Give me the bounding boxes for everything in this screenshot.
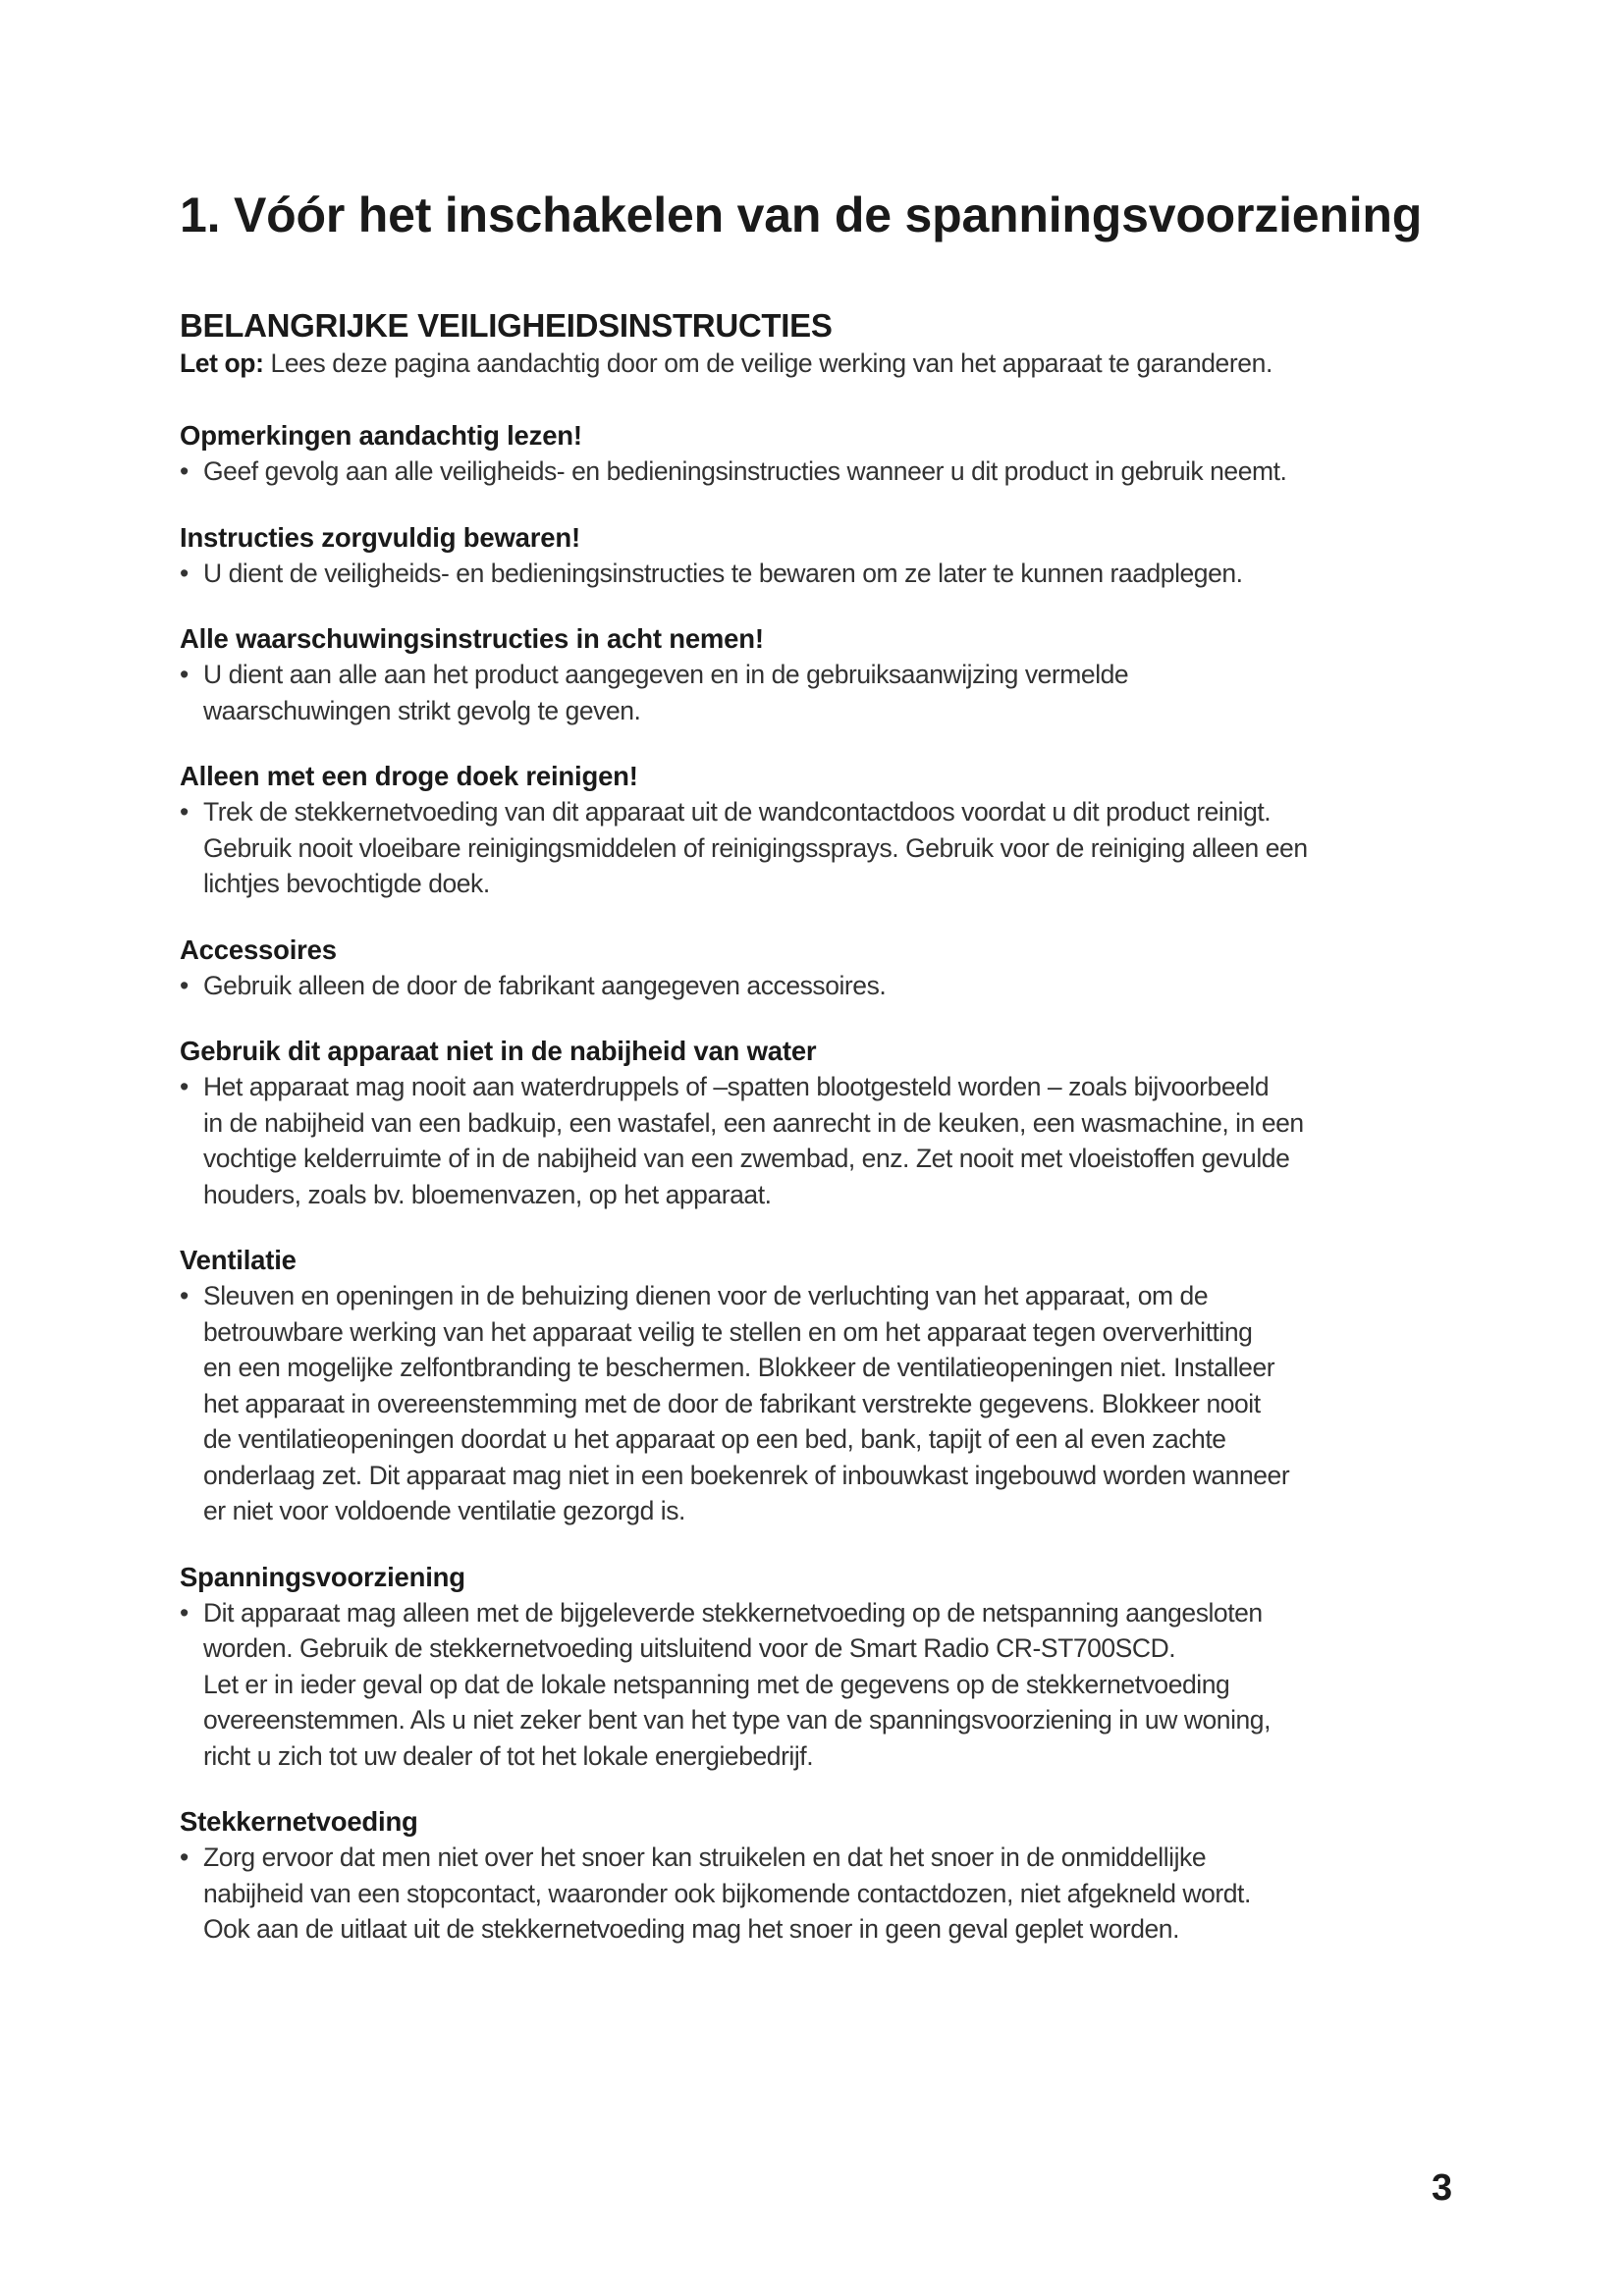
instruction-heading: Alleen met een droge doek reinigen! <box>180 761 638 791</box>
bullet-text-line: U dient de veiligheids- en bedieningsinstructies te bewaren om ze later te kunnen raadplegen. <box>203 558 1243 588</box>
instruction-block <box>180 1560 1456 1775</box>
instruction-list <box>180 418 1456 1948</box>
bullet-item <box>180 1278 1456 1529</box>
bullet-item <box>180 794 1456 902</box>
bullet-text-line: Let er in ieder geval op dat de lokale netspanning met de gegevens op de stekkernetvoeding <box>203 1669 1230 1699</box>
bullet-text-line: nabijheid van een stopcontact, waaronder ook bijkomende contactdozen, niet afgekneld wordt. <box>203 1878 1251 1908</box>
page-number: 3 <box>1432 2167 1453 2209</box>
instruction-heading: Ventilatie <box>180 1245 297 1275</box>
bullet-text-line: Gebruik alleen de door de fabrikant aangegeven accessoires. <box>203 970 887 1000</box>
instruction-heading: Stekkernetvoeding <box>180 1806 418 1837</box>
content <box>180 306 1456 1948</box>
instruction-heading: Opmerkingen aandachtig lezen! <box>180 420 582 451</box>
bullet-text-line: onderlaag zet. Dit apparaat mag niet in een boekenrek of inbouwkast ingebouwd worden wanneer <box>203 1460 1290 1490</box>
notice-text: Lees deze pagina aandachtig door om de veilige werking van het apparaat te garanderen. <box>263 348 1272 378</box>
bullet-text-line: Trek de stekkernetvoeding van dit apparaat uit de wandcontactdoos voordat u dit product reinigt. <box>203 797 1272 827</box>
instruction-block <box>180 1804 1456 1948</box>
bullet-text-line: U dient aan alle aan het product aangegeven en in de gebruiksaanwijzing vermelde <box>203 660 1129 689</box>
bullet-item <box>180 454 1456 490</box>
bullet-text-line: richt u zich tot uw dealer of tot het lokale energiebedrijf. <box>203 1740 814 1771</box>
bullet-text-line: Ook aan de uitlaat uit de stekkernetvoeding mag het snoer in geen geval geplet worden. <box>203 1914 1180 1944</box>
bullet-icon: • <box>180 660 189 689</box>
section-heading: BELANGRIJKE VEILIGHEIDSINSTRUCTIES <box>180 307 833 344</box>
bullet-text-line: overeenstemmen. Als u niet zeker bent van het type van de spanningsvoorziening in uw woning, <box>203 1705 1272 1735</box>
notice <box>180 346 1456 381</box>
bullet-text-line: Zorg ervoor dat men niet over het snoer kan struikelen en dat het snoer in de onmiddellijke <box>203 1842 1207 1872</box>
bullet-icon: • <box>180 1281 189 1310</box>
bullet-icon: • <box>180 1072 189 1101</box>
bullet-icon: • <box>180 797 189 827</box>
bullet-item <box>180 1840 1456 1948</box>
bullet-text-line: vochtige kelderruimte of in de nabijheid van een zwembad, enz. Zet nooit met vloeistoffen gevulde <box>203 1144 1290 1173</box>
instruction-heading: Accessoires <box>180 934 337 965</box>
instruction-heading: Alle waarschuwingsinstructies in acht nemen! <box>180 623 764 654</box>
bullet-text-line: de ventilatieopeningen doordat u het apparaat op een bed, bank, tapijt of een al even zachte <box>203 1424 1226 1454</box>
bullet-text-line: waarschuwingen strikt gevolg te geven. <box>203 695 641 725</box>
bullet-text-line: Sleuven en openingen in de behuizing dienen voor de verluchting van het apparaat, om de <box>203 1281 1209 1310</box>
bullet-text-line: betrouwbare werking van het apparaat veilig te stellen en om het apparaat tegen oververhitting <box>203 1316 1253 1347</box>
page-title: 1. Vóór het inschakelen van de spanningsvoorziening <box>180 187 1423 242</box>
bullet-text-line: lichtjes bevochtigde doek. <box>203 869 490 898</box>
instruction-block <box>180 520 1456 592</box>
bullet-item <box>180 657 1456 728</box>
instruction-block <box>180 418 1456 490</box>
instruction-block <box>180 759 1456 902</box>
bullet-item <box>180 1069 1456 1212</box>
bullet-icon: • <box>180 970 189 1000</box>
instruction-block <box>180 933 1456 1004</box>
bullet-text-line: Geef gevolg aan alle veiligheids- en bedieningsinstructies wanneer u dit product in gebruik neemt. <box>203 456 1287 486</box>
bullet-text-line: Dit apparaat mag alleen met de bijgeleverde stekkernetvoeding op de netspanning aangesloten <box>203 1597 1263 1628</box>
bullet-text-line: worden. Gebruik de stekkernetvoeding uitsluitend voor de Smart Radio CR-ST700SCD. <box>203 1633 1176 1663</box>
bullet-item <box>180 556 1456 592</box>
instruction-block <box>180 1034 1456 1212</box>
bullet-text-line: Het apparaat mag nooit aan waterdruppels of –spatten blootgesteld worden – zoals bijvoorbeeld <box>203 1072 1270 1101</box>
bullet-item <box>180 968 1456 1004</box>
bullet-item <box>180 1595 1456 1775</box>
bullet-icon: • <box>180 1842 189 1872</box>
bullet-text-line: Gebruik nooit vloeibare reinigingsmiddelen of reinigingssprays. Gebruik voor de reiniging alleen een <box>203 832 1308 863</box>
instruction-block <box>180 1243 1456 1529</box>
instruction-block <box>180 621 1456 728</box>
bullet-icon: • <box>180 558 189 588</box>
instruction-heading: Spanningsvoorziening <box>180 1561 465 1592</box>
instruction-heading: Gebruik dit apparaat niet in de nabijheid van water <box>180 1036 817 1066</box>
instruction-heading: Instructies zorgvuldig bewaren! <box>180 521 580 553</box>
bullet-text-line: het apparaat in overeenstemming met de door de fabrikant verstrekte gegevens. Blokkeer nooit <box>203 1388 1261 1418</box>
bullet-text-line: in de nabijheid van een badkuip, een wastafel, een aanrecht in de keuken, een wasmachine, in een <box>203 1107 1304 1138</box>
bullet-text-line: houders, zoals bv. bloemenvazen, op het apparaat. <box>203 1179 772 1209</box>
bullet-icon: • <box>180 1597 189 1628</box>
bullet-text-line: er niet voor voldoende ventilatie gezorgd is. <box>203 1496 685 1525</box>
bullet-icon: • <box>180 456 189 486</box>
notice-lead: Let op: <box>180 348 264 378</box>
bullet-text-line: en een mogelijke zelfontbranding te beschermen. Blokkeer de ventilatieopeningen niet. Installeer <box>203 1353 1275 1382</box>
